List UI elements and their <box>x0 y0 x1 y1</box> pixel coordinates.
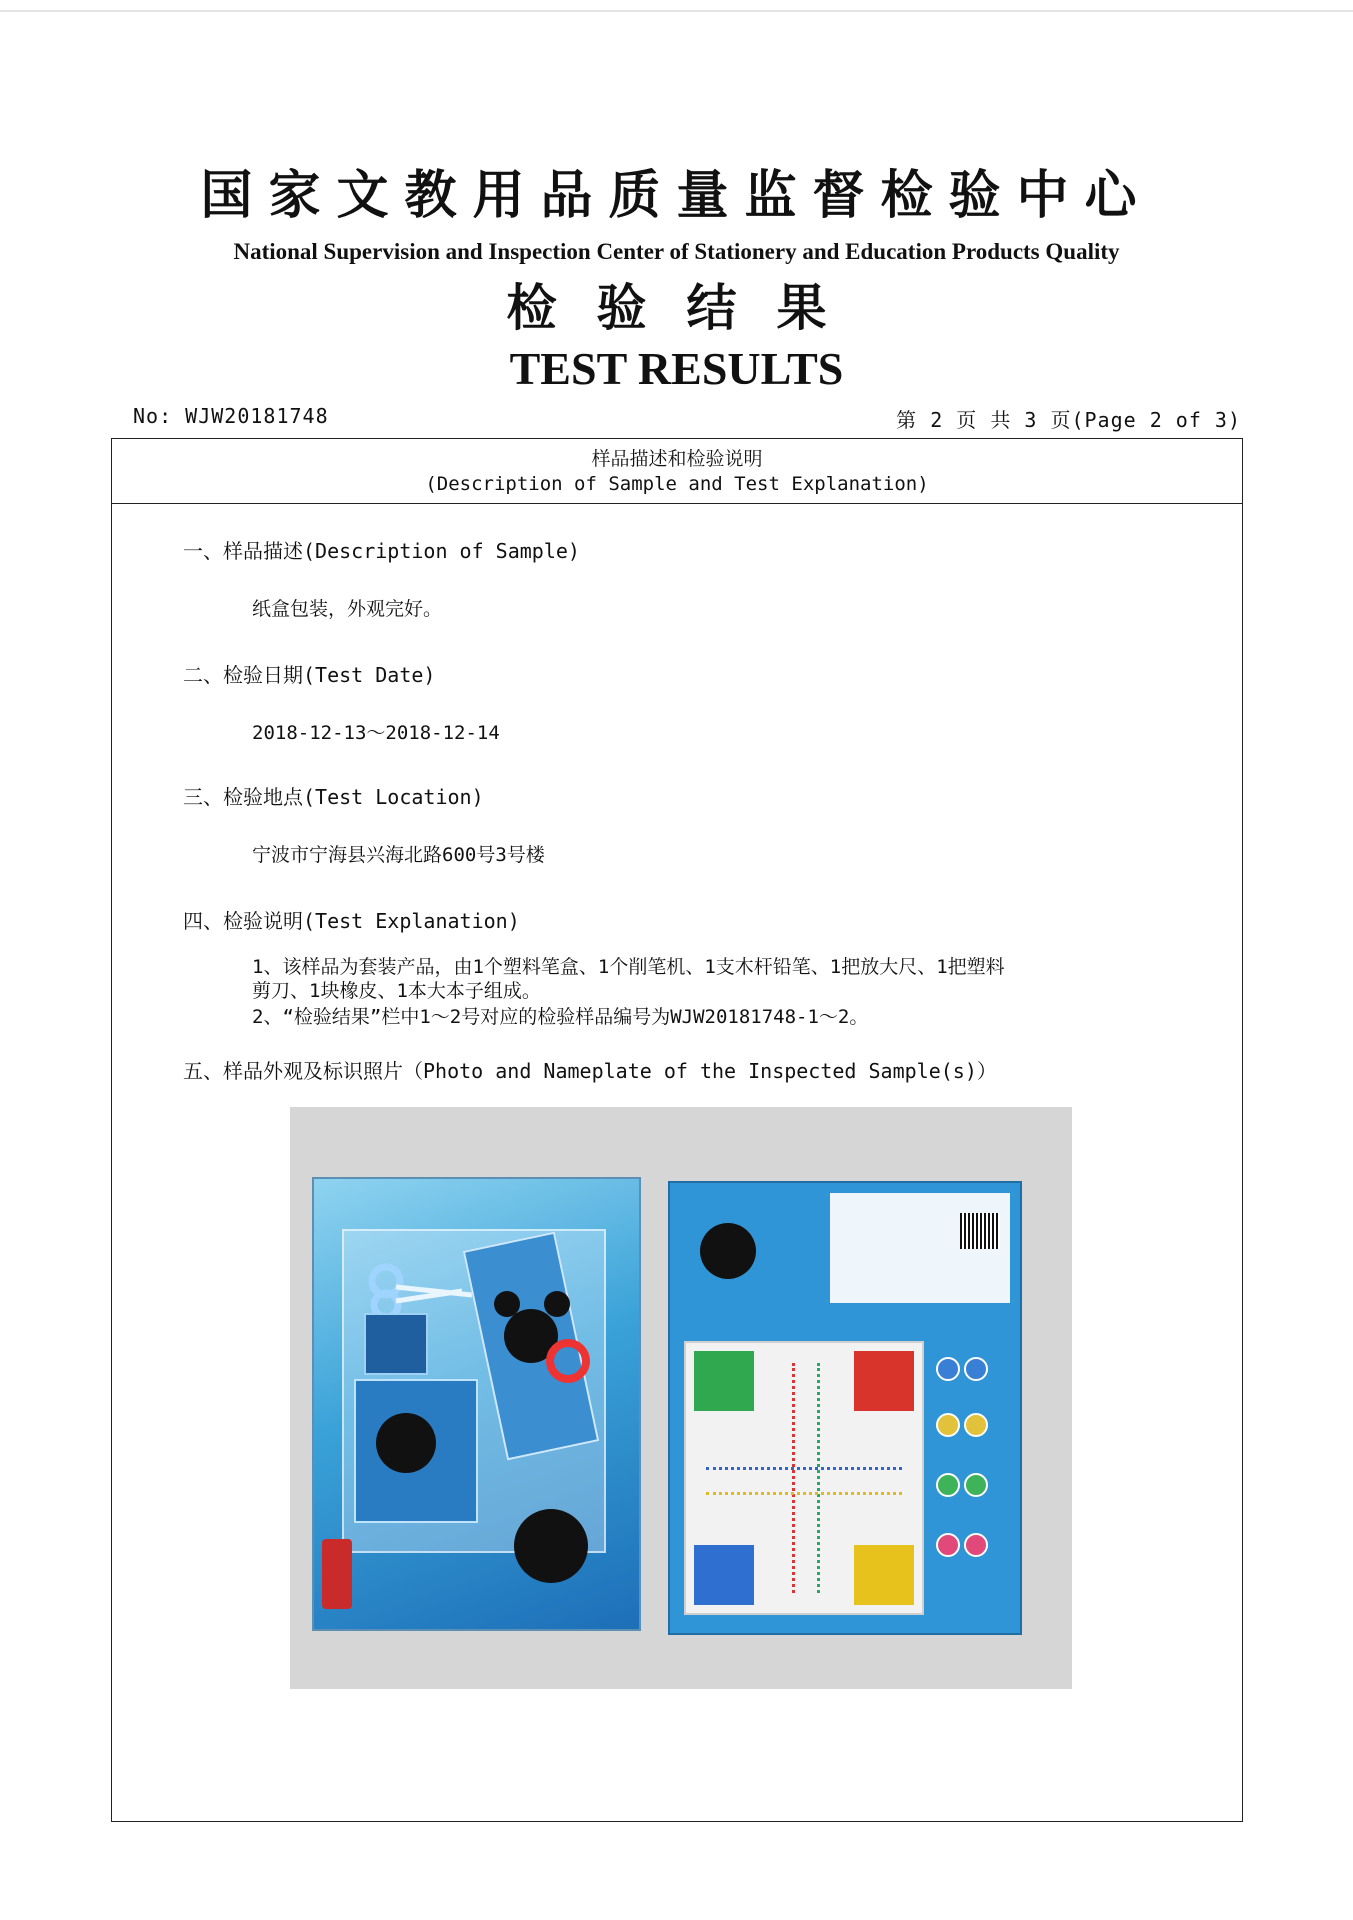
game-tokens <box>932 1353 1002 1603</box>
game-board <box>684 1341 924 1615</box>
sharpener <box>364 1313 428 1375</box>
section-4-line-1: 1、该样品为套装产品，由1个塑料笔盒、1个削笔机、1支木杆铅笔、1把放大尺、1把塑料 <box>252 956 1005 978</box>
section-4-title: 四、检验说明(Test Explanation) <box>183 909 520 933</box>
board-track-horizontal <box>706 1467 902 1495</box>
center-name-english: National Supervision and Inspection Center of Stationery and Education Products Quality <box>233 239 1120 264</box>
token-yellow-2 <box>964 1413 988 1437</box>
token-green-2 <box>964 1473 988 1497</box>
mickey-waving <box>514 1509 588 1583</box>
section-2-body: 2018-12-13～2018-12-14 <box>252 722 500 744</box>
brand-logo <box>322 1539 352 1609</box>
section-3-body: 宁波市宁海县兴海北路600号3号楼 <box>252 844 545 866</box>
mickey-ear-left <box>494 1291 520 1317</box>
board-corner-green <box>694 1351 754 1411</box>
mickey-face-notebook <box>376 1413 436 1473</box>
board-corner-red <box>854 1351 914 1411</box>
section-2-title: 二、检验日期(Test Date) <box>183 663 436 687</box>
token-blue-2 <box>964 1357 988 1381</box>
board-corner-yellow <box>854 1545 914 1605</box>
table-heading <box>112 439 1242 504</box>
section-3-title: 三、检验地点(Test Location) <box>183 785 484 809</box>
page-indicator: 第 2 页 共 3 页(Page 2 of 3) <box>896 408 1241 432</box>
life-ring <box>546 1339 590 1383</box>
content-frame <box>111 438 1243 1822</box>
report-number: No: WJW20181748 <box>133 404 329 428</box>
stationery-set-box <box>312 1177 641 1631</box>
barcode <box>960 1213 1000 1249</box>
table-heading-chinese: 样品描述和检验说明 <box>591 448 763 470</box>
document-title-chinese: 检验结果 <box>506 278 867 337</box>
sample-photo <box>290 1107 1072 1689</box>
board-corner-blue <box>694 1545 754 1605</box>
document-title-english: TEST RESULTS <box>509 343 844 394</box>
token-red-2 <box>964 1533 988 1557</box>
mickey-character <box>700 1223 756 1279</box>
table-heading-english: (Description of Sample and Test Explanation) <box>425 473 929 495</box>
token-yellow-1 <box>936 1413 960 1437</box>
token-blue-1 <box>936 1357 960 1381</box>
scissors-icon <box>366 1261 476 1321</box>
token-green-1 <box>936 1473 960 1497</box>
section-4-line-2: 剪刀、1块橡皮、1本大本子组成。 <box>252 980 541 1002</box>
token-red-1 <box>936 1533 960 1557</box>
section-4-line-3: 2、“检验结果”栏中1～2号对应的检验样品编号为WJW20181748-1～2。 <box>252 1006 869 1028</box>
section-1-body: 纸盒包装，外观完好。 <box>252 598 443 620</box>
section-5-title: 五、样品外观及标识照片（Photo and Nameplate of the Inspected Sample(s)） <box>183 1059 997 1083</box>
section-1-title: 一、样品描述(Description of Sample) <box>183 539 580 563</box>
flight-chess-box <box>668 1181 1022 1635</box>
center-name-chinese: 国家文教用品质量监督检验中心 <box>200 165 1153 226</box>
mickey-ear-right <box>544 1291 570 1317</box>
scan-edge-line <box>0 10 1353 12</box>
